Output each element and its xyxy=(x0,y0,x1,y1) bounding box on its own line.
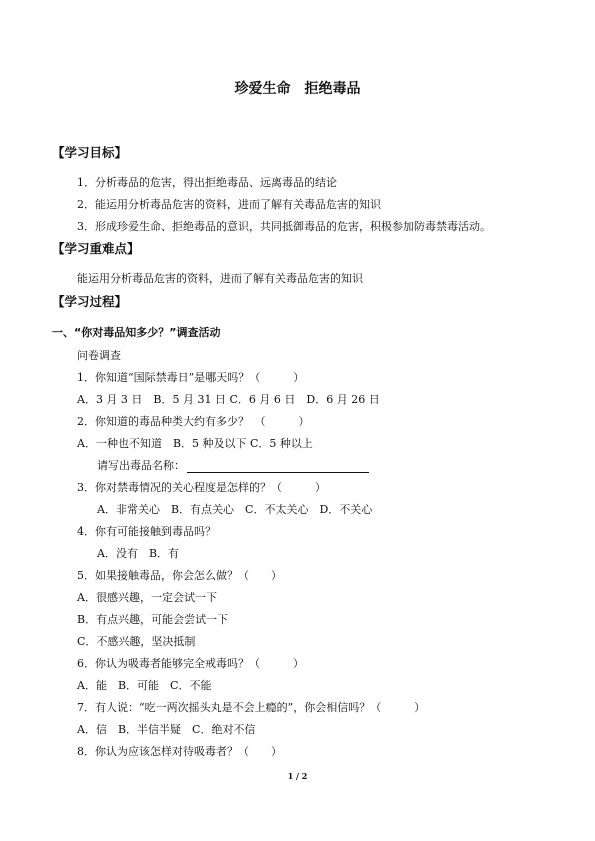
survey-label: 问卷调查 xyxy=(77,349,121,362)
write-names-label: 请写出毒品名称： xyxy=(97,459,185,472)
survey-line: 8．你认为应该怎样对待吸毒者？（ ） xyxy=(77,745,282,758)
key-points-heading: 【学习重难点】 xyxy=(52,241,140,256)
survey-line-write-names xyxy=(97,459,369,473)
page-number: 1 / 2 xyxy=(287,771,308,781)
survey-line: 7．有人说：“吃一两次摇头丸是不会上瘾的”，你会相信吗？（ ） xyxy=(77,701,426,714)
goal-item-2: 2．能运用分析毒品危害的资料，进而了解有关毒品危害的知识 xyxy=(77,198,381,211)
survey-line: A．非常关心 B．有点关心 C．不太关心 D．不关心 xyxy=(97,503,373,516)
survey-line: A．没有 B．有 xyxy=(97,547,180,560)
survey-line: A．很感兴趣，一定会试一下 xyxy=(77,591,217,604)
goal-item-1: 1．分析毒品的危害，得出拒绝毒品、远离毒品的结论 xyxy=(77,176,337,189)
survey-line: C．不感兴趣，坚决抵制 xyxy=(77,635,196,648)
survey-line: 3．你对禁毒情况的关心程度是怎样的？（ ） xyxy=(77,481,326,494)
survey-line: B．有点兴趣，可能会尝试一下 xyxy=(77,613,229,626)
survey-line: A．一种也不知道 B．5 种及以下 C．5 种以上 xyxy=(77,437,313,450)
survey-line: A．3 月 3 日 B．5 月 31 日 C．6 月 6 日 D．6 月 26 日 xyxy=(77,393,380,406)
survey-line: 1．你知道“国际禁毒日”是哪天吗？（ ） xyxy=(77,371,305,384)
key-points-text: 能运用分析毒品危害的资料，进而了解有关毒品危害的知识 xyxy=(77,272,363,285)
answer-blank xyxy=(187,461,369,473)
page-title: 珍爱生命 拒绝毒品 xyxy=(234,81,361,97)
goals-heading: 【学习目标】 xyxy=(52,145,128,160)
survey-line: A．能 B．可能 C．不能 xyxy=(77,679,212,692)
goal-item-3: 3．形成珍爱生命、拒绝毒品的意识，共同抵御毒品的危害，积极参加防毒禁毒活动。 xyxy=(77,220,491,233)
activity-title: 一、“你对毒品知多少？”调查活动 xyxy=(52,326,221,339)
survey-line: A．信 B．半信半疑 C．绝对不信 xyxy=(77,723,256,736)
process-heading: 【学习过程】 xyxy=(52,294,128,309)
survey-line: 5．如果接触毒品，你会怎么做？（ ） xyxy=(77,569,282,582)
survey-line: 2．你知道的毒品种类大约有多少？ （ ） xyxy=(77,415,310,428)
survey-line: 6．你认为吸毒者能够完全戒毒吗？（ ） xyxy=(77,657,304,670)
survey-line: 4．你有可能接触到毒品吗？ xyxy=(77,525,216,538)
